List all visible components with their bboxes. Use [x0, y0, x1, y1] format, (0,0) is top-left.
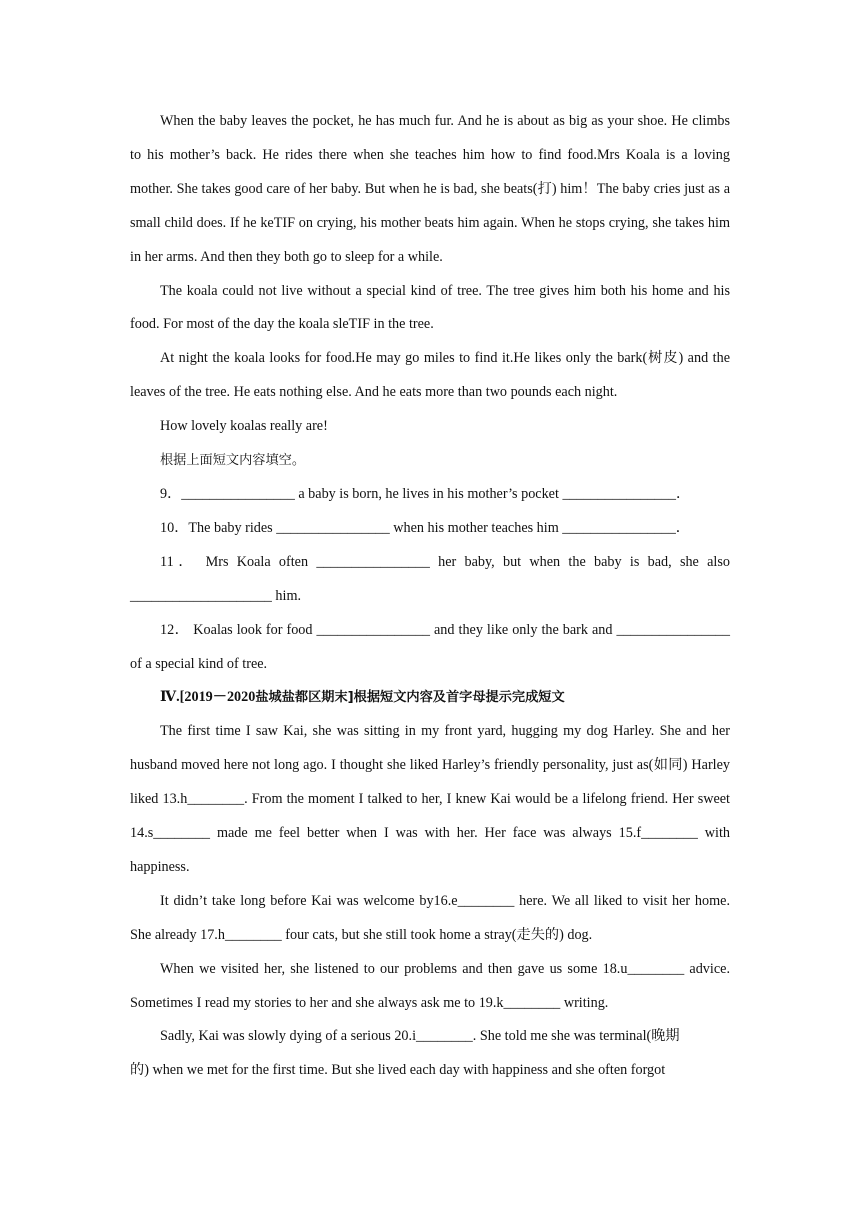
question-9: 9．________________ a baby is born, he lives in his mother’s pocket ________________． — [160, 485, 691, 502]
passage2-paragraph-4-line-1: Sadly, Kai was slowly dying of a serious 20.i________. She told me she was terminal(晚期 — [160, 1028, 680, 1045]
passage2-paragraph-2: It didn’t take long before Kai was welcome by16.e________ here. We all liked to visit her home. She already 17.h________ four cats, but she still took home a stray(走失的) dog. — [130, 892, 730, 943]
passage2-paragraph-1: The first time I saw Kai, she was sitting in my front yard, hugging my dog Harley. She and her husband moved here not long ago. I thought she liked Harley’s friendly personality, just as(如同) Harley liked 13.h________. From the moment I talked to her, I knew Kai would be a lifelong friend. Her sweet 14.s________ made me feel better when I was with her. Her face was always 15.f________ with happiness. — [130, 723, 730, 875]
section-4-source-location: 盐城盐都区期末] — [255, 690, 354, 706]
question-10: 10．The baby rides ________________ when his mother teaches him ________________． — [160, 519, 690, 536]
question-12: 12． Koalas look for food ________________ and they like only the bark and ________________ of a special kind of tree. — [130, 621, 730, 672]
section-4-numeral: Ⅳ. — [160, 689, 180, 706]
fill-in-instruction: 根据上面短文内容填空。 — [160, 453, 306, 469]
section-4-heading — [130, 681, 730, 715]
section-4-source: [2019－2020 — [179, 689, 256, 706]
passage1-paragraph-4: How lovely koalas really are! — [160, 418, 328, 435]
passage1-paragraph-3: At night the koala looks for food.He may go miles to find it.He likes only the bark(树皮) and the leaves of the tree. He eats nothing else. And he eats more than two pounds each night. — [130, 350, 730, 401]
document-page — [130, 105, 730, 1088]
passage1-paragraph-1: When the baby leaves the pocket, he has much fur. And he is about as big as your shoe. He climbs to his mother’s back. He rides there when she teaches him how to find food.Mrs Koala is a loving mother. She takes good care of her baby. But when he is bad, she beats(打) him！The baby cries just as a small child does. If he keTIF on crying, his mother beats him again. When he stops crying, she takes him in her arms. And then they both go to sleep for a while. — [130, 113, 730, 265]
passage2-paragraph-4-line-2: 的) when we met for the first time. But she lived each day with happiness and she often forgot — [130, 1062, 666, 1079]
passage2-paragraph-3: When we visited her, she listened to our problems and then gave us some 18.u________ advice. Sometimes I read my stories to her and she always ask me to 19.k________ writing. — [130, 960, 730, 1011]
section-4-title: 根据短文内容及首字母提示完成短文 — [353, 690, 565, 706]
passage2-paragraph-4 — [130, 1020, 730, 1088]
question-11: 11． Mrs Koala often ________________ her baby, but when the baby is bad, she also ____________________ him. — [130, 553, 730, 604]
passage1-paragraph-2: The koala could not live without a special kind of tree. The tree gives him both his home and his food. For most of the day the koala sleTIF in the tree. — [130, 282, 730, 333]
